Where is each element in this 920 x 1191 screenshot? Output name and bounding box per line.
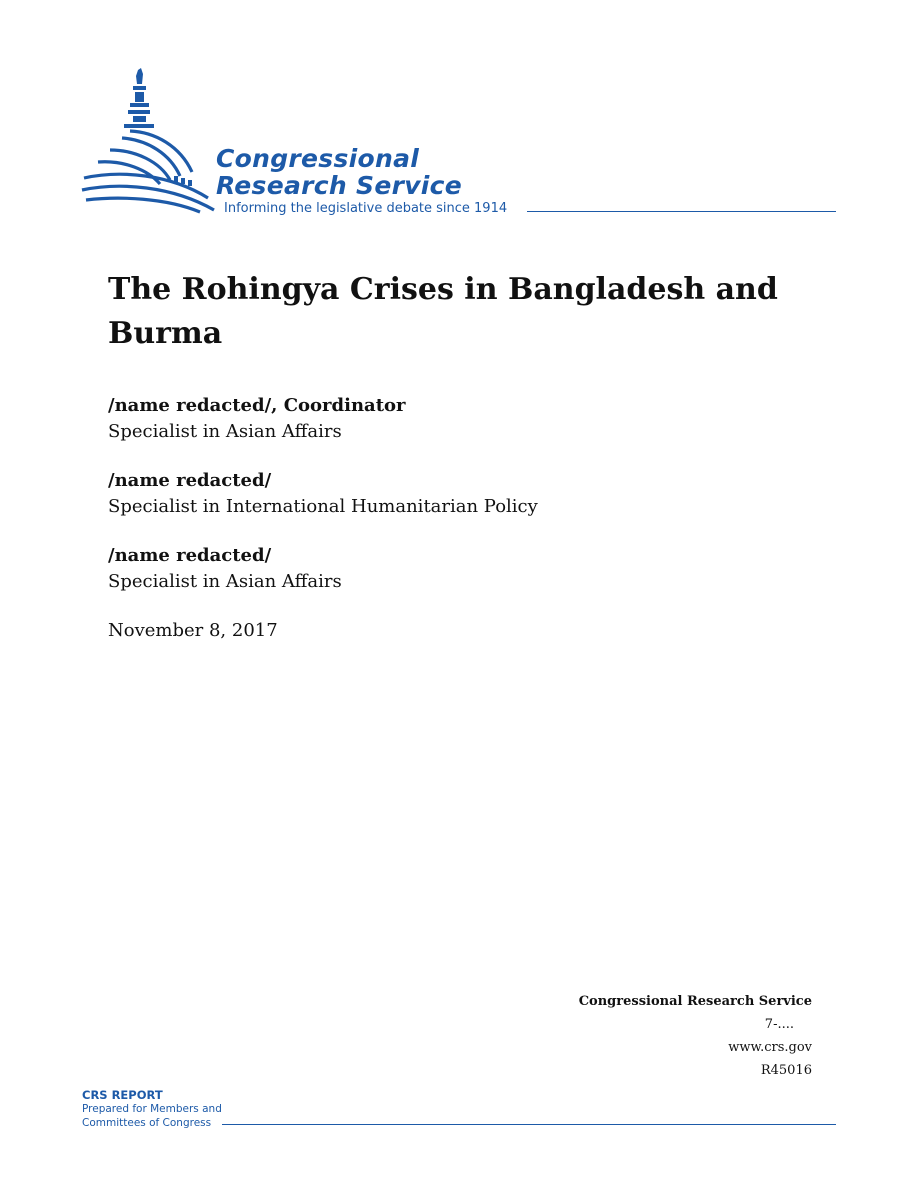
contact-number: 7-.... — [764, 1017, 794, 1032]
author-name: /name redacted/, Coordinator — [108, 395, 406, 416]
logo-wordmark — [216, 145, 462, 199]
author-name: /name redacted/ — [108, 470, 272, 491]
logo-tagline: Informing the legislative debate since 1914 — [224, 201, 508, 216]
capitol-dome-logo-icon — [80, 66, 220, 216]
crs-org-name: Congressional Research Service — [578, 994, 812, 1009]
author-block — [108, 468, 748, 520]
footer-divider — [222, 1124, 836, 1125]
crs-report-label — [82, 1088, 222, 1130]
report-date: November 8, 2017 — [108, 620, 278, 641]
author-role: Specialist in International Humanitarian Policy — [108, 496, 538, 517]
report-title: The Rohingya Crises in Bangladesh and Burma — [108, 272, 778, 351]
author-block — [108, 543, 748, 595]
report-label-line-1: Prepared for Members and — [82, 1103, 222, 1115]
report-label-heading: CRS REPORT — [82, 1088, 163, 1102]
logo-line-1: Congressional — [216, 144, 420, 173]
header-divider — [527, 211, 836, 212]
logo-line-2: Research Service — [216, 171, 463, 200]
crs-info-block — [579, 990, 812, 1082]
report-label-line-2: Committees of Congress — [82, 1117, 212, 1129]
author-block — [108, 393, 748, 445]
website-link[interactable]: www.crs.gov — [728, 1040, 812, 1055]
author-role: Specialist in Asian Affairs — [108, 421, 342, 442]
report-number: R45016 — [760, 1063, 812, 1078]
author-name: /name redacted/ — [108, 545, 272, 566]
author-role: Specialist in Asian Affairs — [108, 571, 342, 592]
